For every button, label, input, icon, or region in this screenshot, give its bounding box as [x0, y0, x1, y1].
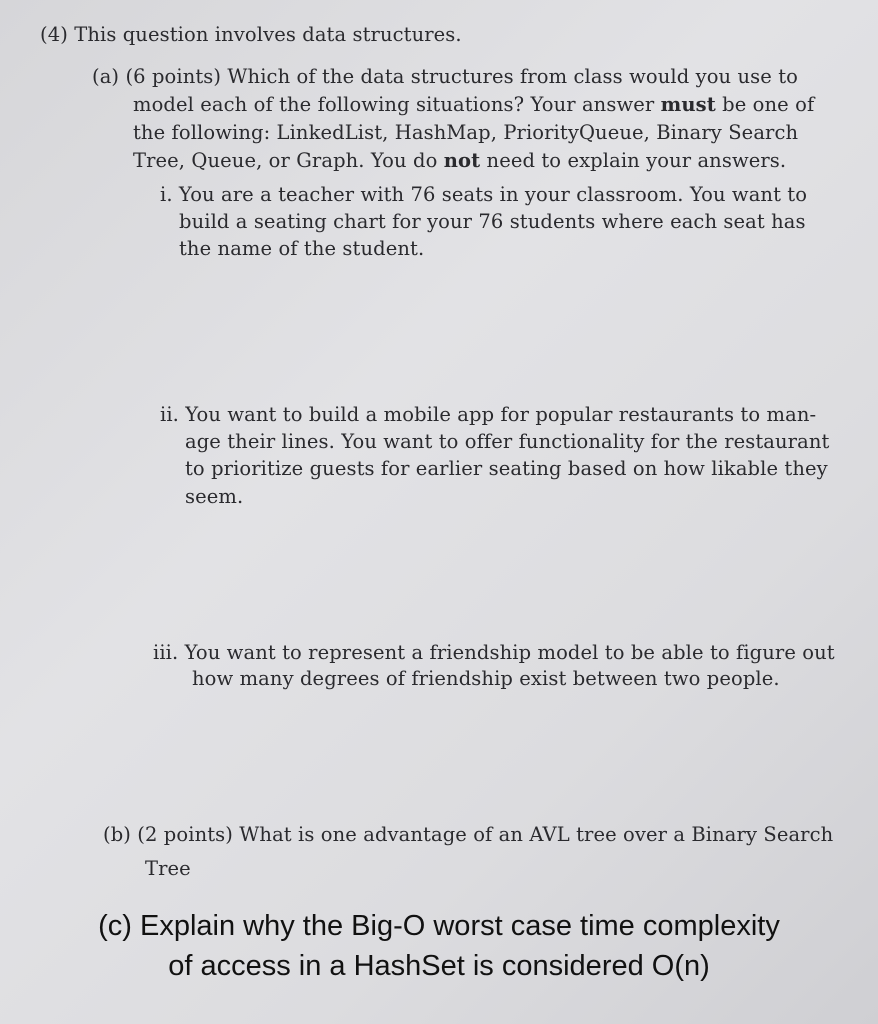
part-a-line-4-tail: need to explain your answers.	[486, 149, 787, 172]
part-a-line-2-tail: be one of	[722, 93, 815, 116]
question-heading: (4) This question involves data structures.	[40, 23, 462, 46]
item-ii-line-3: to prioritize guests for earlier seating based on how likable they	[185, 457, 828, 480]
item-iii-line-2: how many degrees of friendship exist between two people.	[192, 667, 780, 690]
item-ii-line-4: seem.	[185, 485, 244, 508]
caption-line-1: (c) Explain why the Big-O worst case time complexity	[98, 910, 780, 942]
item-i-line-3: the name of the student.	[179, 237, 425, 260]
part-a-line-2	[133, 92, 814, 118]
bold-not: not	[443, 149, 481, 172]
part-a-line-3: the following: LinkedList, HashMap, PriorityQueue, Binary Search	[133, 121, 799, 144]
item-iii-line-1: iii. You want to represent a friendship model to be able to figure out	[153, 641, 835, 664]
part-b-line-2: Tree	[145, 857, 191, 880]
item-i-line-1: i. You are a teacher with 76 seats in your classroom. You want to	[160, 183, 808, 206]
part-b-line-1: (b) (2 points) What is one advantage of an AVL tree over a Binary Search	[103, 823, 834, 846]
item-ii-line-1: ii. You want to build a mobile app for popular restaurants to man-	[160, 403, 817, 426]
caption-line-2: of access in a HashSet is considered O(n)	[168, 950, 710, 982]
bold-must: must	[660, 93, 716, 116]
part-a-line-2-text: model each of the following situations? Your answer	[133, 93, 655, 116]
part-a-line-1: (a) (6 points) Which of the data structures from class would you use to	[92, 65, 798, 88]
part-a-line-4	[133, 148, 786, 174]
item-ii-line-2: age their lines. You want to offer functionality for the restaurant	[185, 430, 830, 453]
item-i-line-2: build a seating chart for your 76 students where each seat has	[179, 210, 806, 233]
part-a-line-4-text: Tree, Queue, or Graph. You do	[133, 149, 438, 172]
